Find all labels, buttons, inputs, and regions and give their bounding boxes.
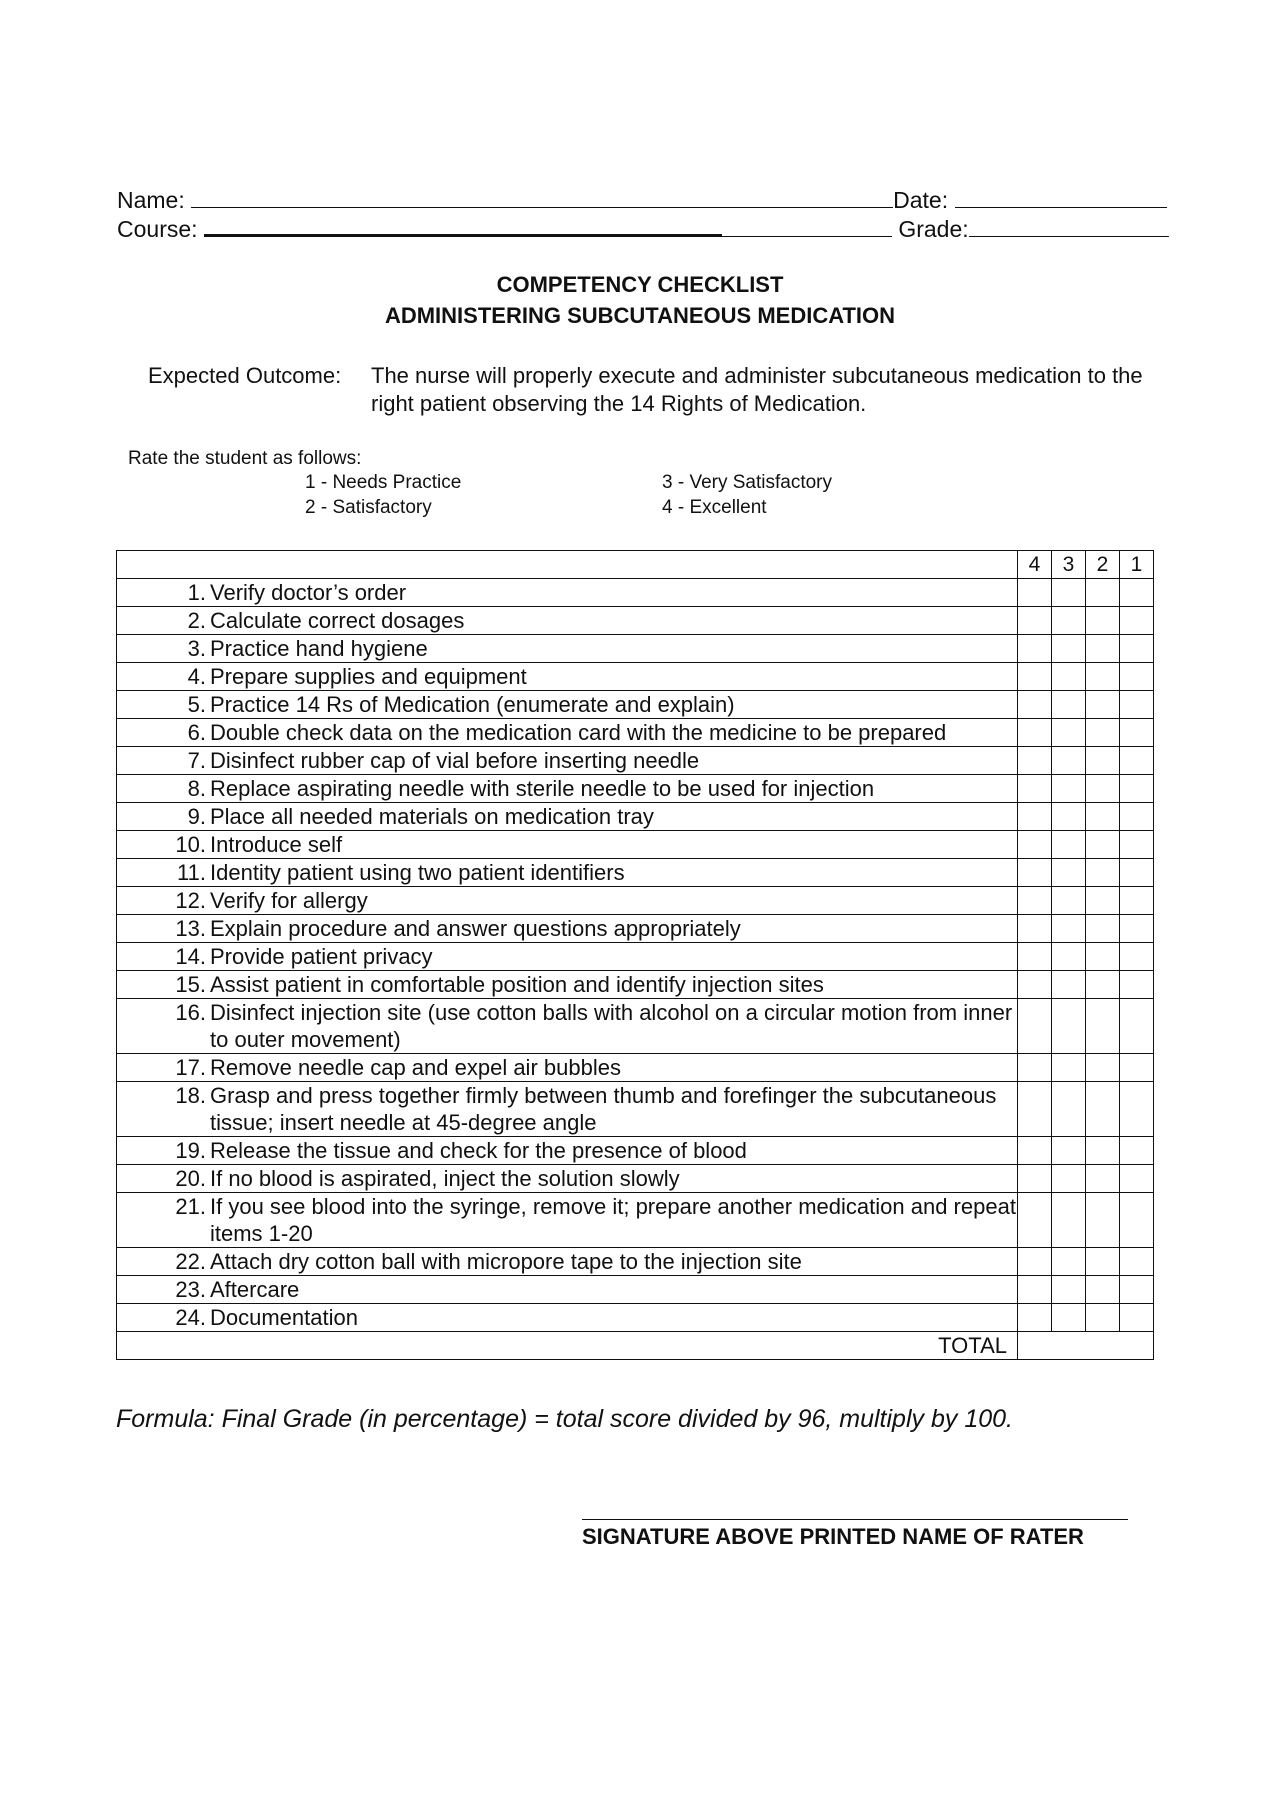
task-cell (117, 1082, 1018, 1137)
score-cell-2[interactable] (1086, 1054, 1120, 1082)
rating-intro: Rate the student as follows: (128, 448, 362, 469)
score-cell-1[interactable] (1120, 719, 1154, 747)
task-text: Introduce self (210, 832, 343, 857)
task-number: 24. (175, 1305, 206, 1330)
total-score-cell[interactable] (1018, 1332, 1154, 1360)
task-cell (117, 1137, 1018, 1165)
task-text: Explain procedure and answer questions appropriately (210, 916, 741, 941)
score-cell-4[interactable] (1018, 1193, 1052, 1248)
table-row (117, 663, 1154, 691)
score-cell-3[interactable] (1052, 1304, 1086, 1332)
score-header-1: 1 (1120, 551, 1154, 579)
score-cell-3[interactable] (1052, 719, 1086, 747)
table-row (117, 1304, 1154, 1332)
score-cell-3[interactable] (1052, 943, 1086, 971)
score-cell-1[interactable] (1120, 747, 1154, 775)
score-cell-1[interactable] (1120, 775, 1154, 803)
score-cell-1[interactable] (1120, 635, 1154, 663)
score-cell-2[interactable] (1086, 1082, 1120, 1137)
name-label: Name: (117, 187, 185, 213)
score-cell-1[interactable] (1120, 1193, 1154, 1248)
score-cell-3[interactable] (1052, 831, 1086, 859)
task-text: Release the tissue and check for the presence of blood (210, 1138, 747, 1163)
score-header-4: 4 (1018, 551, 1052, 579)
score-cell-3[interactable] (1052, 971, 1086, 999)
task-number: 13. (175, 916, 206, 941)
task-number: 14. (175, 944, 206, 969)
score-cell-3[interactable] (1052, 1054, 1086, 1082)
score-cell-3[interactable] (1052, 1248, 1086, 1276)
task-text: Aftercare (210, 1277, 300, 1302)
task-text: Disinfect rubber cap of vial before inserting needle (210, 748, 700, 773)
task-cell (117, 635, 1018, 663)
score-cell-3[interactable] (1052, 859, 1086, 887)
score-cell-4[interactable] (1018, 635, 1052, 663)
score-cell-2[interactable] (1086, 579, 1120, 607)
task-cell (117, 1193, 1018, 1248)
name-date-row (117, 186, 1167, 214)
table-row (117, 1276, 1154, 1304)
task-text: Verify for allergy (210, 888, 368, 913)
task-number: 6. (187, 720, 206, 745)
score-cell-4[interactable] (1018, 775, 1052, 803)
score-cell-4[interactable] (1018, 1276, 1052, 1304)
score-cell-3[interactable] (1052, 663, 1086, 691)
score-cell-3[interactable] (1052, 579, 1086, 607)
task-number: 21. (175, 1194, 206, 1219)
total-label: TOTAL (117, 1332, 1018, 1360)
task-number: 2. (187, 608, 206, 633)
task-cell (117, 1304, 1018, 1332)
score-cell-4[interactable] (1018, 1082, 1052, 1137)
score-cell-3[interactable] (1052, 607, 1086, 635)
table-row (117, 1054, 1154, 1082)
task-number: 5. (187, 692, 206, 717)
task-text: Documentation (210, 1305, 358, 1330)
score-cell-3[interactable] (1052, 999, 1086, 1054)
score-cell-4[interactable] (1018, 943, 1052, 971)
score-cell-2[interactable] (1086, 1193, 1120, 1248)
task-cell (117, 579, 1018, 607)
table-row (117, 1248, 1154, 1276)
task-text: Remove needle cap and expel air bubbles (210, 1055, 621, 1080)
table-row (117, 831, 1154, 859)
task-number: 1. (187, 580, 206, 605)
task-cell (117, 971, 1018, 999)
score-cell-1[interactable] (1120, 1276, 1154, 1304)
score-cell-1[interactable] (1120, 607, 1154, 635)
task-text: Calculate correct dosages (210, 608, 465, 633)
score-cell-2[interactable] (1086, 999, 1120, 1054)
score-cell-2[interactable] (1086, 803, 1120, 831)
task-cell (117, 999, 1018, 1054)
task-number: 8. (187, 776, 206, 801)
task-text: Disinfect injection site (use cotton balls with alcohol on a circular motion from inner to outer movement) (210, 1000, 1013, 1052)
title-line-2: ADMINISTERING SUBCUTANEOUS MEDICATION (384, 303, 896, 328)
table-row (117, 775, 1154, 803)
score-cell-3[interactable] (1052, 775, 1086, 803)
score-cell-4[interactable] (1018, 831, 1052, 859)
table-row (117, 1082, 1154, 1137)
table-row (117, 719, 1154, 747)
table-row (117, 1137, 1154, 1165)
score-cell-4[interactable] (1018, 999, 1052, 1054)
score-cell-2[interactable] (1086, 635, 1120, 663)
score-cell-2[interactable] (1086, 1248, 1120, 1276)
task-text: Grasp and press together firmly between thumb and forefinger the subcutaneous tissue; insert needle at 45-degree angle (210, 1083, 997, 1135)
score-cell-4[interactable] (1018, 1137, 1052, 1165)
score-cell-3[interactable] (1052, 1276, 1086, 1304)
task-text: Double check data on the medication card with the medicine to be prepared (210, 720, 947, 745)
signature-line[interactable] (582, 1519, 1128, 1520)
score-cell-1[interactable] (1120, 803, 1154, 831)
grade-field[interactable] (969, 216, 1169, 237)
table-row (117, 1165, 1154, 1193)
checklist-body (117, 579, 1154, 1332)
rating-excellent: 4 - Excellent (662, 497, 767, 518)
table-row (117, 579, 1154, 607)
score-cell-3[interactable] (1052, 1137, 1086, 1165)
score-cell-4[interactable] (1018, 859, 1052, 887)
score-cell-2[interactable] (1086, 747, 1120, 775)
score-cell-1[interactable] (1120, 1165, 1154, 1193)
table-row (117, 943, 1154, 971)
task-number: 10. (175, 832, 206, 857)
task-cell (117, 607, 1018, 635)
table-row (117, 635, 1154, 663)
score-cell-2[interactable] (1086, 607, 1120, 635)
task-text: Provide patient privacy (210, 944, 433, 969)
score-cell-2[interactable] (1086, 971, 1120, 999)
course-field[interactable] (204, 214, 722, 237)
score-cell-4[interactable] (1018, 803, 1052, 831)
task-cell (117, 1276, 1018, 1304)
score-cell-1[interactable] (1120, 663, 1154, 691)
rating-very-satisfactory: 3 - Very Satisfactory (662, 472, 833, 493)
task-number: 20. (175, 1166, 206, 1191)
course-field-extension (722, 216, 892, 237)
score-cell-2[interactable] (1086, 887, 1120, 915)
table-row (117, 887, 1154, 915)
total-row (117, 1332, 1154, 1360)
score-cell-4[interactable] (1018, 971, 1052, 999)
grade-formula: Formula: Final Grade (in percentage) = total score divided by 96, multiply by 100. (116, 1405, 1013, 1433)
table-row (117, 971, 1154, 999)
table-row (117, 859, 1154, 887)
task-cell (117, 803, 1018, 831)
table-header-row (117, 551, 1154, 579)
score-cell-2[interactable] (1086, 719, 1120, 747)
task-text: Replace aspirating needle with sterile needle to be used for injection (210, 776, 875, 801)
score-cell-3[interactable] (1052, 691, 1086, 719)
score-cell-2[interactable] (1086, 1276, 1120, 1304)
score-cell-3[interactable] (1052, 747, 1086, 775)
task-text: Place all needed materials on medication tray (210, 804, 654, 829)
score-cell-1[interactable] (1120, 1248, 1154, 1276)
score-cell-1[interactable] (1120, 999, 1154, 1054)
score-cell-1[interactable] (1120, 971, 1154, 999)
score-cell-2[interactable] (1086, 1304, 1120, 1332)
task-cell (117, 719, 1018, 747)
score-cell-1[interactable] (1120, 943, 1154, 971)
course-grade-row (117, 214, 1169, 243)
task-number: 9. (187, 804, 206, 829)
task-number: 4. (187, 664, 206, 689)
task-text: Practice hand hygiene (210, 636, 428, 661)
task-number: 11. (177, 860, 206, 885)
task-number: 3. (187, 636, 206, 661)
score-cell-2[interactable] (1086, 691, 1120, 719)
score-cell-4[interactable] (1018, 1054, 1052, 1082)
score-cell-4[interactable] (1018, 915, 1052, 943)
task-text: If you see blood into the syringe, remove it; prepare another medication and repeat items 1-20 (210, 1194, 1016, 1246)
score-cell-1[interactable] (1120, 691, 1154, 719)
task-header-cell (117, 551, 1018, 579)
score-cell-4[interactable] (1018, 1248, 1052, 1276)
outcome-text: The nurse will properly execute and administer subcutaneous medication to the right patient observing the 14 Rights of Medication. (371, 363, 1143, 416)
task-number: 18. (175, 1083, 206, 1108)
course-label: Course: (117, 216, 198, 242)
date-label: Date: (893, 187, 949, 213)
table-row (117, 915, 1154, 943)
name-field[interactable] (191, 187, 893, 208)
table-row (117, 607, 1154, 635)
date-field[interactable] (955, 187, 1167, 208)
score-cell-3[interactable] (1052, 803, 1086, 831)
score-cell-4[interactable] (1018, 1304, 1052, 1332)
score-header-2: 2 (1086, 551, 1120, 579)
score-cell-4[interactable] (1018, 607, 1052, 635)
task-cell (117, 1165, 1018, 1193)
task-number: 7. (187, 748, 206, 773)
task-text: If no blood is aspirated, inject the solution slowly (210, 1166, 680, 1191)
task-number: 19. (175, 1138, 206, 1163)
score-cell-3[interactable] (1052, 915, 1086, 943)
score-cell-2[interactable] (1086, 663, 1120, 691)
score-cell-1[interactable] (1120, 1304, 1154, 1332)
grade-label: Grade: (898, 216, 969, 242)
score-cell-2[interactable] (1086, 859, 1120, 887)
task-text: Prepare supplies and equipment (210, 664, 527, 689)
table-row (117, 803, 1154, 831)
table-row (117, 999, 1154, 1054)
checklist-table (116, 550, 1154, 1360)
task-number: 17. (175, 1055, 206, 1080)
task-cell (117, 691, 1018, 719)
score-cell-2[interactable] (1086, 1137, 1120, 1165)
score-cell-4[interactable] (1018, 579, 1052, 607)
score-cell-1[interactable] (1120, 915, 1154, 943)
score-cell-2[interactable] (1086, 775, 1120, 803)
score-cell-2[interactable] (1086, 831, 1120, 859)
title-line-1: COMPETENCY CHECKLIST (496, 272, 784, 297)
signature-label: SIGNATURE ABOVE PRINTED NAME OF RATER (582, 1524, 1084, 1549)
outcome-label: Expected Outcome: (148, 363, 342, 388)
score-header-3: 3 (1052, 551, 1086, 579)
score-cell-1[interactable] (1120, 1082, 1154, 1137)
score-cell-1[interactable] (1120, 1054, 1154, 1082)
task-cell (117, 887, 1018, 915)
score-cell-3[interactable] (1052, 1193, 1086, 1248)
task-number: 23. (175, 1277, 206, 1302)
task-number: 15. (175, 972, 206, 997)
score-cell-2[interactable] (1086, 1165, 1120, 1193)
task-cell (117, 1248, 1018, 1276)
task-text: Practice 14 Rs of Medication (enumerate and explain) (210, 692, 735, 717)
task-cell (117, 943, 1018, 971)
score-cell-2[interactable] (1086, 943, 1120, 971)
score-cell-4[interactable] (1018, 719, 1052, 747)
task-cell (117, 831, 1018, 859)
score-cell-2[interactable] (1086, 915, 1120, 943)
rating-needs-practice: 1 - Needs Practice (305, 472, 462, 493)
score-cell-3[interactable] (1052, 635, 1086, 663)
score-cell-3[interactable] (1052, 887, 1086, 915)
task-text: Identity patient using two patient identifiers (210, 860, 625, 885)
score-cell-4[interactable] (1018, 691, 1052, 719)
score-cell-3[interactable] (1052, 1082, 1086, 1137)
score-cell-1[interactable] (1120, 859, 1154, 887)
score-cell-1[interactable] (1120, 831, 1154, 859)
task-number: 12. (175, 888, 206, 913)
score-cell-1[interactable] (1120, 1137, 1154, 1165)
task-text: Attach dry cotton ball with micropore tape to the injection site (210, 1249, 802, 1274)
task-cell (117, 859, 1018, 887)
task-number: 16. (175, 1000, 206, 1025)
score-cell-1[interactable] (1120, 579, 1154, 607)
task-cell (117, 663, 1018, 691)
table-row (117, 1193, 1154, 1248)
score-cell-4[interactable] (1018, 663, 1052, 691)
score-cell-4[interactable] (1018, 747, 1052, 775)
task-cell (117, 775, 1018, 803)
score-cell-4[interactable] (1018, 887, 1052, 915)
task-text: Assist patient in comfortable position and identify injection sites (210, 972, 824, 997)
task-cell (117, 915, 1018, 943)
task-cell (117, 1054, 1018, 1082)
task-number: 22. (175, 1249, 206, 1274)
task-text: Verify doctor’s order (210, 580, 407, 605)
score-cell-4[interactable] (1018, 1165, 1052, 1193)
table-row (117, 691, 1154, 719)
score-cell-3[interactable] (1052, 1165, 1086, 1193)
score-cell-1[interactable] (1120, 887, 1154, 915)
task-cell (117, 747, 1018, 775)
rating-satisfactory: 2 - Satisfactory (305, 497, 432, 518)
table-row (117, 747, 1154, 775)
